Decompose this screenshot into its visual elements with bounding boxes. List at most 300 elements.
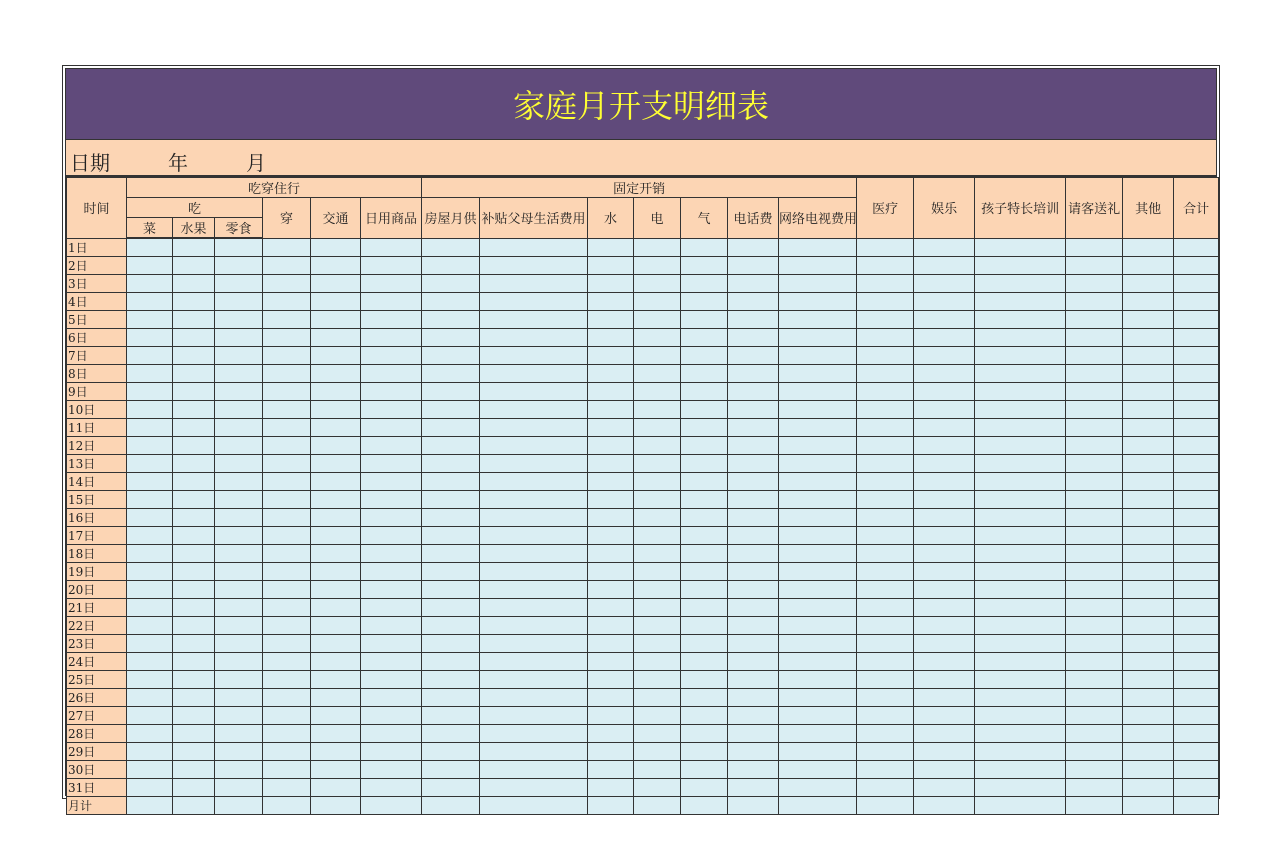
table-cell[interactable] (361, 238, 422, 256)
table-cell[interactable] (173, 238, 215, 256)
table-cell[interactable] (422, 706, 480, 724)
table-cell[interactable] (127, 760, 173, 778)
table-cell[interactable] (914, 760, 975, 778)
table-cell[interactable] (857, 598, 914, 616)
table-cell[interactable] (857, 292, 914, 310)
table-cell[interactable] (975, 346, 1066, 364)
table-cell[interactable] (311, 706, 361, 724)
table-cell[interactable] (588, 274, 634, 292)
table-cell[interactable] (588, 310, 634, 328)
table-cell[interactable] (311, 598, 361, 616)
table-cell[interactable] (173, 490, 215, 508)
table-cell[interactable] (311, 418, 361, 436)
table-cell[interactable] (1123, 742, 1174, 760)
table-cell[interactable] (127, 256, 173, 274)
table-cell[interactable] (975, 688, 1066, 706)
table-cell[interactable] (728, 688, 779, 706)
table-cell[interactable] (914, 778, 975, 796)
table-cell[interactable] (681, 436, 728, 454)
table-cell[interactable] (588, 652, 634, 670)
table-cell[interactable] (361, 328, 422, 346)
table-cell[interactable] (311, 328, 361, 346)
table-cell[interactable] (975, 328, 1066, 346)
table-cell[interactable] (173, 652, 215, 670)
table-cell[interactable] (173, 742, 215, 760)
table-cell[interactable] (361, 778, 422, 796)
table-cell[interactable] (1174, 436, 1219, 454)
table-cell[interactable] (215, 310, 263, 328)
table-cell[interactable] (215, 598, 263, 616)
table-cell[interactable] (914, 562, 975, 580)
table-cell[interactable] (728, 562, 779, 580)
table-cell[interactable] (263, 256, 311, 274)
table-cell[interactable] (914, 382, 975, 400)
table-cell[interactable] (634, 238, 681, 256)
table-cell[interactable] (480, 634, 588, 652)
table-cell[interactable] (588, 796, 634, 814)
table-cell[interactable] (588, 544, 634, 562)
table-cell[interactable] (1066, 364, 1123, 382)
table-cell[interactable] (311, 616, 361, 634)
table-cell[interactable] (422, 490, 480, 508)
table-cell[interactable] (857, 688, 914, 706)
table-cell[interactable] (361, 274, 422, 292)
table-cell[interactable] (914, 598, 975, 616)
table-cell[interactable] (127, 454, 173, 472)
table-cell[interactable] (361, 418, 422, 436)
table-cell[interactable] (728, 652, 779, 670)
table-cell[interactable] (127, 724, 173, 742)
table-cell[interactable] (914, 526, 975, 544)
table-cell[interactable] (127, 742, 173, 760)
table-cell[interactable] (480, 256, 588, 274)
table-cell[interactable] (263, 760, 311, 778)
table-cell[interactable] (634, 364, 681, 382)
table-cell[interactable] (728, 436, 779, 454)
table-cell[interactable] (263, 580, 311, 598)
table-cell[interactable] (1066, 346, 1123, 364)
table-cell[interactable] (728, 382, 779, 400)
table-cell[interactable] (1123, 598, 1174, 616)
table-cell[interactable] (263, 364, 311, 382)
table-cell[interactable] (975, 616, 1066, 634)
table-cell[interactable] (914, 490, 975, 508)
table-cell[interactable] (779, 616, 857, 634)
table-cell[interactable] (480, 562, 588, 580)
table-cell[interactable] (311, 508, 361, 526)
table-cell[interactable] (1174, 724, 1219, 742)
table-cell[interactable] (311, 580, 361, 598)
table-cell[interactable] (215, 526, 263, 544)
table-cell[interactable] (361, 544, 422, 562)
table-cell[interactable] (779, 670, 857, 688)
table-cell[interactable] (311, 256, 361, 274)
table-cell[interactable] (681, 310, 728, 328)
table-cell[interactable] (779, 742, 857, 760)
table-cell[interactable] (681, 274, 728, 292)
table-cell[interactable] (728, 472, 779, 490)
table-cell[interactable] (215, 400, 263, 418)
table-cell[interactable] (914, 310, 975, 328)
table-cell[interactable] (263, 490, 311, 508)
table-cell[interactable] (1066, 652, 1123, 670)
table-cell[interactable] (361, 598, 422, 616)
table-cell[interactable] (1174, 544, 1219, 562)
table-cell[interactable] (1174, 472, 1219, 490)
table-cell[interactable] (480, 328, 588, 346)
table-cell[interactable] (681, 742, 728, 760)
table-cell[interactable] (263, 328, 311, 346)
table-cell[interactable] (422, 742, 480, 760)
table-cell[interactable] (914, 652, 975, 670)
table-cell[interactable] (728, 544, 779, 562)
table-cell[interactable] (1123, 490, 1174, 508)
table-cell[interactable] (634, 508, 681, 526)
table-cell[interactable] (588, 634, 634, 652)
table-cell[interactable] (588, 490, 634, 508)
table-cell[interactable] (857, 238, 914, 256)
table-cell[interactable] (914, 670, 975, 688)
table-cell[interactable] (857, 562, 914, 580)
table-cell[interactable] (422, 454, 480, 472)
table-cell[interactable] (127, 418, 173, 436)
table-cell[interactable] (127, 400, 173, 418)
table-cell[interactable] (1174, 364, 1219, 382)
table-cell[interactable] (480, 382, 588, 400)
table-cell[interactable] (422, 760, 480, 778)
table-cell[interactable] (173, 472, 215, 490)
table-cell[interactable] (1174, 778, 1219, 796)
table-cell[interactable] (1174, 688, 1219, 706)
table-cell[interactable] (588, 742, 634, 760)
table-cell[interactable] (1174, 400, 1219, 418)
table-cell[interactable] (975, 580, 1066, 598)
table-cell[interactable] (728, 490, 779, 508)
table-cell[interactable] (361, 706, 422, 724)
table-cell[interactable] (1123, 508, 1174, 526)
table-cell[interactable] (263, 238, 311, 256)
table-cell[interactable] (1174, 274, 1219, 292)
table-cell[interactable] (173, 598, 215, 616)
table-cell[interactable] (361, 454, 422, 472)
table-cell[interactable] (588, 436, 634, 454)
table-cell[interactable] (975, 508, 1066, 526)
table-cell[interactable] (588, 526, 634, 544)
table-cell[interactable] (1066, 634, 1123, 652)
table-cell[interactable] (1066, 724, 1123, 742)
table-cell[interactable] (480, 652, 588, 670)
table-cell[interactable] (914, 616, 975, 634)
table-cell[interactable] (728, 346, 779, 364)
table-cell[interactable] (634, 724, 681, 742)
table-cell[interactable] (215, 616, 263, 634)
table-cell[interactable] (634, 454, 681, 472)
table-cell[interactable] (215, 706, 263, 724)
table-cell[interactable] (1123, 670, 1174, 688)
table-cell[interactable] (914, 688, 975, 706)
table-cell[interactable] (634, 778, 681, 796)
table-cell[interactable] (480, 454, 588, 472)
table-cell[interactable] (634, 580, 681, 598)
table-cell[interactable] (127, 778, 173, 796)
table-cell[interactable] (263, 670, 311, 688)
table-cell[interactable] (975, 238, 1066, 256)
table-cell[interactable] (311, 490, 361, 508)
table-cell[interactable] (173, 436, 215, 454)
table-cell[interactable] (480, 436, 588, 454)
table-cell[interactable] (634, 562, 681, 580)
table-cell[interactable] (857, 544, 914, 562)
table-cell[interactable] (422, 418, 480, 436)
table-cell[interactable] (173, 796, 215, 814)
table-cell[interactable] (1174, 652, 1219, 670)
table-cell[interactable] (263, 724, 311, 742)
table-cell[interactable] (361, 256, 422, 274)
table-cell[interactable] (914, 742, 975, 760)
table-cell[interactable] (480, 292, 588, 310)
table-cell[interactable] (975, 490, 1066, 508)
table-cell[interactable] (480, 724, 588, 742)
table-cell[interactable] (681, 490, 728, 508)
table-cell[interactable] (728, 418, 779, 436)
table-cell[interactable] (728, 670, 779, 688)
table-cell[interactable] (1066, 472, 1123, 490)
table-cell[interactable] (263, 310, 311, 328)
table-cell[interactable] (634, 274, 681, 292)
table-cell[interactable] (914, 634, 975, 652)
table-cell[interactable] (311, 778, 361, 796)
table-cell[interactable] (857, 346, 914, 364)
table-cell[interactable] (779, 364, 857, 382)
table-cell[interactable] (127, 580, 173, 598)
table-cell[interactable] (173, 418, 215, 436)
table-cell[interactable] (728, 580, 779, 598)
table-cell[interactable] (1123, 400, 1174, 418)
table-cell[interactable] (634, 292, 681, 310)
table-cell[interactable] (681, 328, 728, 346)
table-cell[interactable] (857, 472, 914, 490)
table-cell[interactable] (422, 688, 480, 706)
table-cell[interactable] (1174, 742, 1219, 760)
table-cell[interactable] (975, 652, 1066, 670)
table-cell[interactable] (422, 256, 480, 274)
table-cell[interactable] (634, 688, 681, 706)
table-cell[interactable] (311, 436, 361, 454)
table-cell[interactable] (975, 760, 1066, 778)
table-cell[interactable] (634, 598, 681, 616)
table-cell[interactable] (728, 724, 779, 742)
table-cell[interactable] (1123, 760, 1174, 778)
table-cell[interactable] (215, 508, 263, 526)
table-cell[interactable] (975, 310, 1066, 328)
table-cell[interactable] (975, 454, 1066, 472)
table-cell[interactable] (634, 706, 681, 724)
table-cell[interactable] (263, 742, 311, 760)
table-cell[interactable] (681, 724, 728, 742)
table-cell[interactable] (1066, 562, 1123, 580)
table-cell[interactable] (857, 400, 914, 418)
table-cell[interactable] (681, 238, 728, 256)
table-cell[interactable] (1123, 328, 1174, 346)
table-cell[interactable] (588, 364, 634, 382)
table-cell[interactable] (1066, 706, 1123, 724)
table-cell[interactable] (173, 400, 215, 418)
table-cell[interactable] (1066, 616, 1123, 634)
table-cell[interactable] (1174, 796, 1219, 814)
table-cell[interactable] (480, 472, 588, 490)
table-cell[interactable] (480, 580, 588, 598)
table-cell[interactable] (127, 436, 173, 454)
table-cell[interactable] (215, 274, 263, 292)
table-cell[interactable] (127, 652, 173, 670)
table-cell[interactable] (681, 454, 728, 472)
table-cell[interactable] (857, 310, 914, 328)
table-cell[interactable] (588, 760, 634, 778)
table-cell[interactable] (1174, 526, 1219, 544)
table-cell[interactable] (263, 598, 311, 616)
table-cell[interactable] (361, 616, 422, 634)
table-cell[interactable] (975, 796, 1066, 814)
table-cell[interactable] (422, 292, 480, 310)
table-cell[interactable] (728, 310, 779, 328)
table-cell[interactable] (975, 436, 1066, 454)
table-cell[interactable] (215, 580, 263, 598)
table-cell[interactable] (263, 382, 311, 400)
table-cell[interactable] (1066, 760, 1123, 778)
table-cell[interactable] (361, 292, 422, 310)
table-cell[interactable] (480, 778, 588, 796)
table-cell[interactable] (914, 328, 975, 346)
table-cell[interactable] (779, 688, 857, 706)
table-cell[interactable] (1174, 292, 1219, 310)
table-cell[interactable] (215, 778, 263, 796)
table-cell[interactable] (1123, 472, 1174, 490)
table-cell[interactable] (914, 274, 975, 292)
table-cell[interactable] (422, 796, 480, 814)
table-cell[interactable] (480, 526, 588, 544)
table-cell[interactable] (914, 454, 975, 472)
table-cell[interactable] (728, 526, 779, 544)
table-cell[interactable] (857, 436, 914, 454)
table-cell[interactable] (857, 274, 914, 292)
table-cell[interactable] (215, 796, 263, 814)
table-cell[interactable] (311, 400, 361, 418)
table-cell[interactable] (215, 436, 263, 454)
table-cell[interactable] (681, 688, 728, 706)
table-cell[interactable] (588, 670, 634, 688)
table-cell[interactable] (361, 364, 422, 382)
table-cell[interactable] (588, 292, 634, 310)
table-cell[interactable] (127, 382, 173, 400)
table-cell[interactable] (588, 562, 634, 580)
table-cell[interactable] (728, 238, 779, 256)
table-cell[interactable] (127, 670, 173, 688)
table-cell[interactable] (975, 598, 1066, 616)
table-cell[interactable] (422, 346, 480, 364)
table-cell[interactable] (480, 616, 588, 634)
table-cell[interactable] (311, 292, 361, 310)
table-cell[interactable] (975, 526, 1066, 544)
table-cell[interactable] (127, 706, 173, 724)
table-cell[interactable] (173, 382, 215, 400)
table-cell[interactable] (1123, 454, 1174, 472)
table-cell[interactable] (127, 598, 173, 616)
table-cell[interactable] (779, 454, 857, 472)
table-cell[interactable] (728, 742, 779, 760)
table-cell[interactable] (728, 796, 779, 814)
table-cell[interactable] (681, 760, 728, 778)
table-cell[interactable] (634, 256, 681, 274)
table-cell[interactable] (681, 364, 728, 382)
table-cell[interactable] (127, 526, 173, 544)
table-cell[interactable] (127, 616, 173, 634)
table-cell[interactable] (728, 292, 779, 310)
table-cell[interactable] (728, 616, 779, 634)
table-cell[interactable] (311, 454, 361, 472)
table-cell[interactable] (857, 418, 914, 436)
table-cell[interactable] (1066, 256, 1123, 274)
table-cell[interactable] (681, 418, 728, 436)
table-cell[interactable] (588, 778, 634, 796)
table-cell[interactable] (779, 256, 857, 274)
table-cell[interactable] (975, 418, 1066, 436)
table-cell[interactable] (857, 724, 914, 742)
table-cell[interactable] (914, 436, 975, 454)
table-cell[interactable] (361, 634, 422, 652)
table-cell[interactable] (914, 418, 975, 436)
table-cell[interactable] (263, 688, 311, 706)
table-cell[interactable] (422, 544, 480, 562)
table-cell[interactable] (857, 382, 914, 400)
table-cell[interactable] (422, 274, 480, 292)
table-cell[interactable] (263, 634, 311, 652)
table-cell[interactable] (173, 526, 215, 544)
table-cell[interactable] (173, 688, 215, 706)
table-cell[interactable] (681, 616, 728, 634)
table-cell[interactable] (311, 346, 361, 364)
table-cell[interactable] (779, 274, 857, 292)
table-cell[interactable] (914, 472, 975, 490)
table-cell[interactable] (263, 652, 311, 670)
table-cell[interactable] (173, 616, 215, 634)
table-cell[interactable] (779, 310, 857, 328)
table-cell[interactable] (1174, 706, 1219, 724)
table-cell[interactable] (857, 328, 914, 346)
table-cell[interactable] (1174, 760, 1219, 778)
table-cell[interactable] (127, 310, 173, 328)
table-cell[interactable] (681, 400, 728, 418)
table-cell[interactable] (681, 508, 728, 526)
table-cell[interactable] (263, 508, 311, 526)
table-cell[interactable] (263, 616, 311, 634)
table-cell[interactable] (779, 652, 857, 670)
table-cell[interactable] (681, 346, 728, 364)
table-cell[interactable] (173, 544, 215, 562)
table-cell[interactable] (311, 238, 361, 256)
table-cell[interactable] (127, 796, 173, 814)
table-cell[interactable] (975, 274, 1066, 292)
table-cell[interactable] (311, 724, 361, 742)
table-cell[interactable] (215, 670, 263, 688)
table-cell[interactable] (779, 238, 857, 256)
table-cell[interactable] (480, 400, 588, 418)
table-cell[interactable] (975, 544, 1066, 562)
table-cell[interactable] (1174, 634, 1219, 652)
table-cell[interactable] (1123, 310, 1174, 328)
table-cell[interactable] (361, 760, 422, 778)
table-cell[interactable] (588, 454, 634, 472)
table-cell[interactable] (361, 490, 422, 508)
